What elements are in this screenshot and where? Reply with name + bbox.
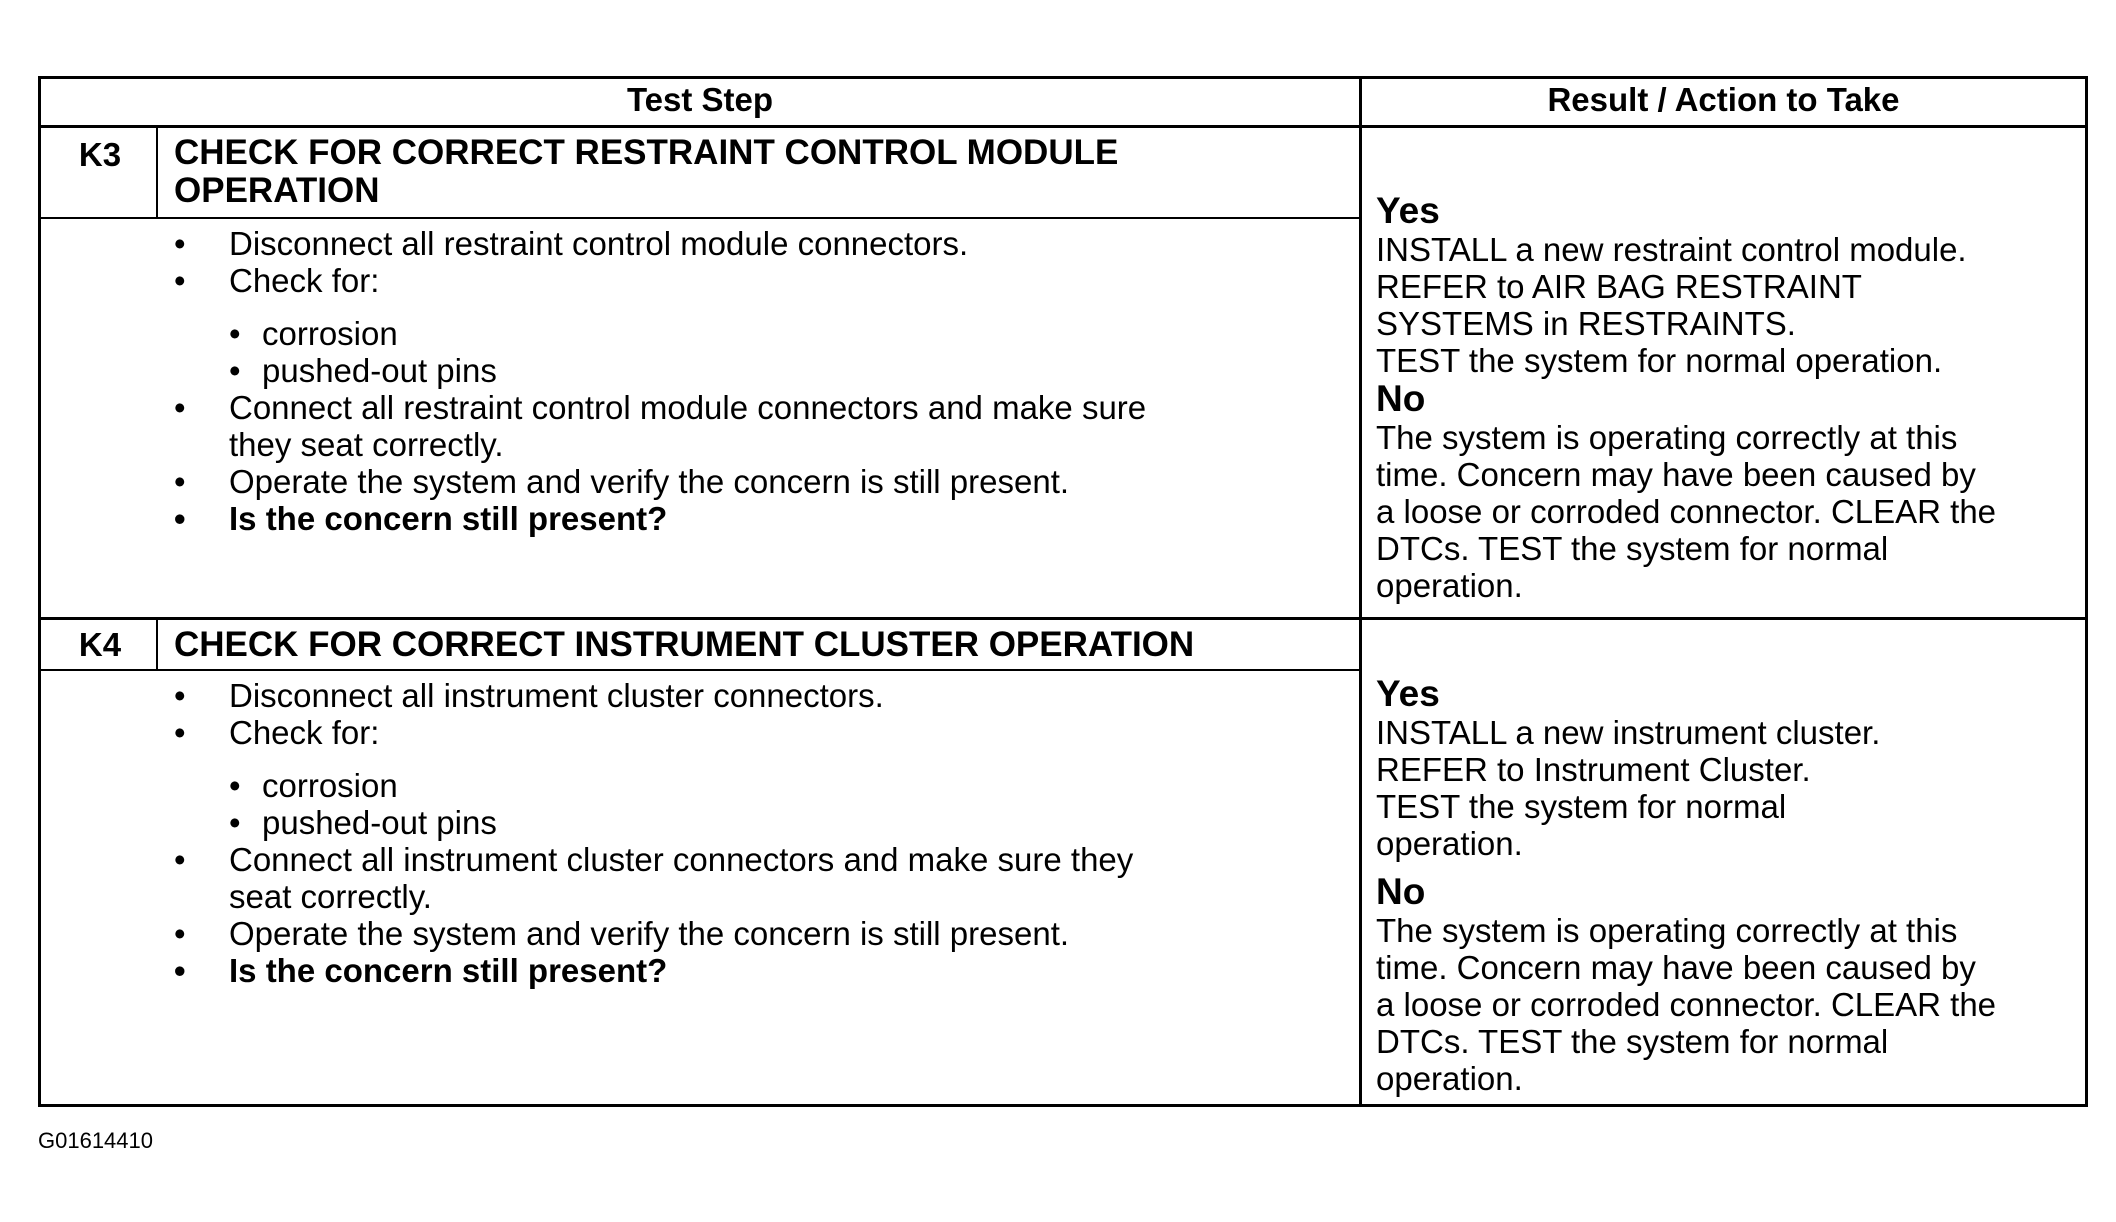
- list-item: • Operate the system and verify the concern is still present.: [174, 915, 1070, 952]
- result-k4-yes-line: INSTALL a new instrument cluster.: [1376, 714, 1881, 751]
- list-item: • Check for:: [174, 714, 380, 751]
- bullet-icon: •: [174, 952, 186, 989]
- column-divider: [1359, 79, 1362, 1104]
- list-item: • pushed-out pins: [229, 804, 497, 841]
- result-k4-no-line: a loose or corroded connector. CLEAR the: [1376, 986, 1997, 1023]
- header-divider: [41, 125, 2085, 128]
- bullet-icon: •: [229, 315, 241, 352]
- result-k4-yes-label: Yes: [1376, 673, 1440, 714]
- step-id-k4: K4: [78, 626, 122, 663]
- list-item: • Connect all restraint control module connectors and make sure they seat correctly.: [174, 389, 1147, 463]
- bullet-icon: •: [229, 804, 241, 841]
- bullet-icon: •: [174, 225, 186, 262]
- figure-id: G01614410: [38, 1128, 153, 1153]
- result-k4-no-line: DTCs. TEST the system for normal: [1376, 1023, 1889, 1060]
- result-k3-yes-line: TEST the system for normal operation.: [1376, 342, 1943, 379]
- step-title-k3-line2: OPERATION: [174, 171, 380, 210]
- bullet-icon: •: [174, 500, 186, 537]
- list-item: • Connect all instrument cluster connectors and make sure they seat correctly.: [174, 841, 1134, 915]
- bullet-icon: •: [174, 463, 186, 500]
- list-item: • Disconnect all instrument cluster connectors.: [174, 677, 884, 714]
- step-title-k3-line1: CHECK FOR CORRECT RESTRAINT CONTROL MODULE: [174, 133, 1119, 172]
- bullet-icon: •: [174, 841, 186, 878]
- header-test-step: Test Step: [626, 81, 774, 118]
- bullet-icon: •: [174, 915, 186, 952]
- result-k3-no-line: DTCs. TEST the system for normal: [1376, 530, 1889, 567]
- result-k3-no-line: time. Concern may have been caused by: [1376, 456, 1976, 493]
- step-title-k3: [174, 134, 1118, 210]
- row-divider: [41, 617, 2085, 620]
- bullet-icon: •: [229, 767, 241, 804]
- result-k4-no-line: time. Concern may have been caused by: [1376, 949, 1976, 986]
- diagnostic-table: [38, 76, 2088, 1107]
- list-item-question: • Is the concern still present?: [174, 952, 668, 989]
- step-k4-checklist: [174, 677, 1133, 989]
- list-item-question: • Is the concern still present?: [174, 500, 668, 537]
- list-item: • pushed-out pins: [229, 352, 497, 389]
- list-item: • Operate the system and verify the concern is still present.: [174, 463, 1070, 500]
- result-k3-yes-label: Yes: [1376, 190, 1440, 231]
- bullet-icon: •: [174, 714, 186, 751]
- k4-title-divider: [41, 669, 1359, 671]
- list-item: • Check for:: [174, 262, 380, 299]
- result-k3-no-line: The system is operating correctly at this: [1376, 419, 1958, 456]
- result-k4-yes-line: operation.: [1376, 825, 1523, 862]
- result-k4-yes-line: REFER to Instrument Cluster.: [1376, 751, 1811, 788]
- result-k4-no-line: The system is operating correctly at this: [1376, 912, 1958, 949]
- result-k4-yes-line: TEST the system for normal: [1376, 788, 1787, 825]
- header-result: Result / Action to Take: [1547, 81, 1900, 118]
- bullet-icon: •: [229, 352, 241, 389]
- result-k3-yes-line: REFER to AIR BAG RESTRAINT: [1376, 268, 1862, 305]
- result-k4-no-label: No: [1376, 871, 1426, 912]
- bullet-icon: •: [174, 389, 186, 426]
- result-k3: [1376, 191, 1996, 604]
- list-item: • Disconnect all restraint control module connectors.: [174, 225, 969, 262]
- result-k3-yes-line: SYSTEMS in RESTRAINTS.: [1376, 305, 1796, 342]
- result-k3-no-line: a loose or corroded connector. CLEAR the: [1376, 493, 1997, 530]
- result-k3-yes-line: INSTALL a new restraint control module.: [1376, 231, 1967, 268]
- bullet-icon: •: [174, 677, 186, 714]
- list-item: • corrosion: [229, 315, 398, 352]
- step-title-k4: CHECK FOR CORRECT INSTRUMENT CLUSTER OPERATION: [174, 625, 1195, 664]
- result-k4: [1376, 674, 1996, 1097]
- result-k4-no-line: operation.: [1376, 1060, 1523, 1097]
- result-k3-no-label: No: [1376, 378, 1426, 419]
- step-id-k3: K3: [78, 136, 122, 173]
- k3-title-divider: [41, 217, 1359, 219]
- list-item: • corrosion: [229, 767, 398, 804]
- step-k3-checklist: [174, 225, 1146, 537]
- bullet-icon: •: [174, 262, 186, 299]
- result-k3-no-line: operation.: [1376, 567, 1523, 604]
